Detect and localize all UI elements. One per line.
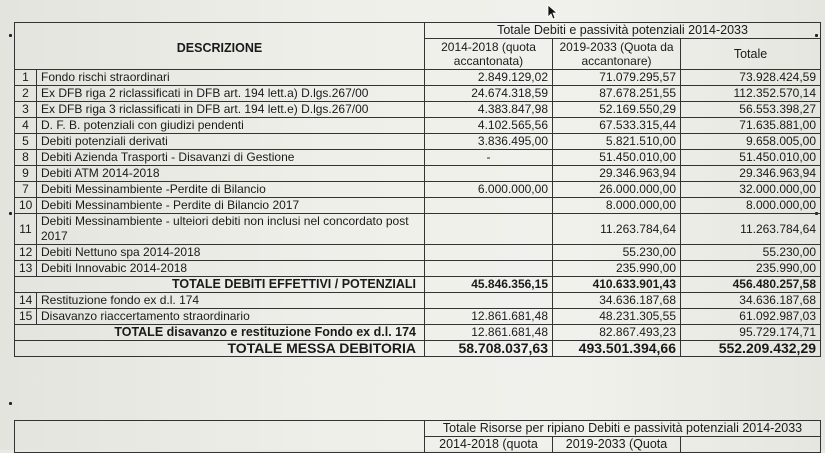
total-messa-row <box>15 341 821 357</box>
row-amount-2019: 52.169.550,29 <box>553 102 681 118</box>
col-2019-header: 2019-2033 (Quota da accantonare) <box>553 39 681 70</box>
resources-col-2019: 2019-2033 (Quota <box>553 437 681 453</box>
row-number: 1 <box>15 70 37 86</box>
row-amount-2019: 51.450.010,00 <box>553 150 681 166</box>
row-number: 7 <box>15 182 37 198</box>
table-row <box>15 102 821 118</box>
table-row <box>15 261 821 277</box>
row-amount-total: 9.658.005,00 <box>681 134 821 150</box>
descrizione-header: DESCRIZIONE <box>15 23 425 70</box>
row-number: 14 <box>15 293 37 309</box>
total-messa-label: TOTALE MESSA DEBITORIA <box>15 341 425 357</box>
col-2014-header: 2014-2018 (quota accantonata) <box>425 39 553 70</box>
total-disavanzo-2019: 82.867.493,23 <box>553 325 681 341</box>
table-row <box>15 150 821 166</box>
row-number: 3 <box>15 102 37 118</box>
row-amount-2014: 2.849.129,02 <box>425 70 553 86</box>
row-amount-2019: 26.000.000,00 <box>553 182 681 198</box>
group-header: Totale Debiti e passività potenziali 2014-2033 <box>425 23 821 39</box>
row-amount-2014 <box>425 166 553 182</box>
cell-marker <box>9 402 12 405</box>
table-row <box>15 166 821 182</box>
total-effettivi-row <box>15 277 821 293</box>
row-amount-2019: 11.263.784,64 <box>553 214 681 245</box>
row-amount-total: 51.450.010,00 <box>681 150 821 166</box>
row-number: 2 <box>15 86 37 102</box>
total-effettivi-2014: 45.846.356,15 <box>425 277 553 293</box>
row-number: 15 <box>15 309 37 325</box>
table-row <box>15 214 821 245</box>
row-amount-total: 56.553.398,27 <box>681 102 821 118</box>
row-amount-total: 29.346.963,94 <box>681 166 821 182</box>
row-number: 10 <box>15 198 37 214</box>
row-amount-2014: 4.102.565,56 <box>425 118 553 134</box>
row-description: Debiti ATM 2014-2018 <box>37 166 425 182</box>
row-description: Debiti Messinambiente -Perdite di Bilancio <box>37 182 425 198</box>
row-amount-2019: 29.346.963,94 <box>553 166 681 182</box>
row-description: Restituzione fondo ex d.l. 174 <box>37 293 425 309</box>
table-row <box>15 293 821 309</box>
table-row <box>15 245 821 261</box>
resources-col-totale <box>681 437 821 453</box>
row-amount-2019: 235.990,00 <box>553 261 681 277</box>
row-amount-total: 55.230,00 <box>681 245 821 261</box>
table-row <box>15 198 821 214</box>
table-row <box>15 182 821 198</box>
row-amount-2014 <box>425 214 553 245</box>
cell-marker <box>9 212 12 215</box>
row-amount-total: 34.636.187,68 <box>681 293 821 309</box>
row-amount-2014 <box>425 198 553 214</box>
row-amount-2019: 34.636.187,68 <box>553 293 681 309</box>
row-description: D. F. B. potenziali con giudizi pendenti <box>37 118 425 134</box>
row-amount-2014 <box>425 261 553 277</box>
row-description: Debiti Messinambiente - Perdite di Bilancio 2017 <box>37 198 425 214</box>
header-row-1 <box>15 23 821 39</box>
row-description: Debiti Nettuno spa 2014-2018 <box>37 245 425 261</box>
row-description: Disavanzo riaccertamento straordinario <box>37 309 425 325</box>
row-amount-2014: - <box>425 150 553 166</box>
total-effettivi-total: 456.480.257,58 <box>681 277 821 293</box>
row-amount-total: 73.928.424,59 <box>681 70 821 86</box>
cell-marker <box>9 34 12 37</box>
row-number: 11 <box>15 214 37 245</box>
row-amount-total: 235.990,00 <box>681 261 821 277</box>
row-amount-total: 8.000.000,00 <box>681 198 821 214</box>
col-totale-header: Totale <box>681 39 821 70</box>
table-row <box>15 134 821 150</box>
resources-header-row <box>15 421 821 437</box>
row-number: 8 <box>15 150 37 166</box>
row-amount-2019: 55.230,00 <box>553 245 681 261</box>
table-row <box>15 86 821 102</box>
total-messa-2014: 58.708.037,63 <box>425 341 553 357</box>
row-amount-2014: 6.000.000,00 <box>425 182 553 198</box>
row-amount-2019: 8.000.000,00 <box>553 198 681 214</box>
total-disavanzo-row <box>15 325 821 341</box>
total-effettivi-2019: 410.633.901,43 <box>553 277 681 293</box>
table-row <box>15 70 821 86</box>
resources-group-header: Totale Risorse per ripiano Debiti e passività potenziali 2014-2033 <box>425 421 821 437</box>
total-disavanzo-total: 95.729.174,71 <box>681 325 821 341</box>
row-amount-2014: 12.861.681,48 <box>425 309 553 325</box>
row-amount-total: 71.635.881,00 <box>681 118 821 134</box>
row-description: Ex DFB riga 2 riclassificati in DFB art. 194 lett.a) D.lgs.267/00 <box>37 86 425 102</box>
table-row <box>15 309 821 325</box>
row-amount-2014 <box>425 245 553 261</box>
row-description: Debiti Innovabic 2014-2018 <box>37 261 425 277</box>
row-amount-total: 61.092.987,03 <box>681 309 821 325</box>
debts-table <box>14 22 821 357</box>
resources-table <box>14 420 821 453</box>
row-amount-2019: 67.533.315,44 <box>553 118 681 134</box>
row-amount-2014: 24.674.318,59 <box>425 86 553 102</box>
table-row <box>15 118 821 134</box>
resources-empty-cell <box>15 421 425 453</box>
row-description: Fondo rischi straordinari <box>37 70 425 86</box>
row-description: Debiti Messinambiente - ulteiori debiti non inclusi nel concordato post 2017 <box>37 214 425 245</box>
row-amount-2019: 71.079.295,57 <box>553 70 681 86</box>
row-amount-2014 <box>425 293 553 309</box>
row-number: 9 <box>15 166 37 182</box>
total-disavanzo-label: TOTALE disavanzo e restituzione Fondo ex d.l. 174 <box>15 325 425 341</box>
mouse-cursor-icon <box>547 4 559 20</box>
row-amount-2019: 48.231.305,55 <box>553 309 681 325</box>
row-number: 13 <box>15 261 37 277</box>
row-number: 4 <box>15 118 37 134</box>
row-amount-2014: 3.836.495,00 <box>425 134 553 150</box>
total-messa-2019: 493.501.394,66 <box>553 341 681 357</box>
row-amount-total: 11.263.784,64 <box>681 214 821 245</box>
row-amount-total: 32.000.000,00 <box>681 182 821 198</box>
row-number: 12 <box>15 245 37 261</box>
row-description: Debiti Azienda Trasporti - Disavanzi di Gestione <box>37 150 425 166</box>
row-amount-2019: 87.678.251,55 <box>553 86 681 102</box>
row-amount-total: 112.352.570,14 <box>681 86 821 102</box>
total-messa-total: 552.209.432,29 <box>681 341 821 357</box>
row-number: 5 <box>15 134 37 150</box>
row-description: Ex DFB riga 3 riclassificati in DFB art. 194 lett.e) D.lgs.267/00 <box>37 102 425 118</box>
row-description: Debiti potenziali derivati <box>37 134 425 150</box>
total-effettivi-label: TOTALE DEBITI EFFETTIVI / POTENZIALI <box>15 277 425 293</box>
row-amount-2019: 5.821.510,00 <box>553 134 681 150</box>
row-amount-2014: 4.383.847,98 <box>425 102 553 118</box>
resources-col-2014: 2014-2018 (quota <box>425 437 553 453</box>
total-disavanzo-2014: 12.861.681,48 <box>425 325 553 341</box>
